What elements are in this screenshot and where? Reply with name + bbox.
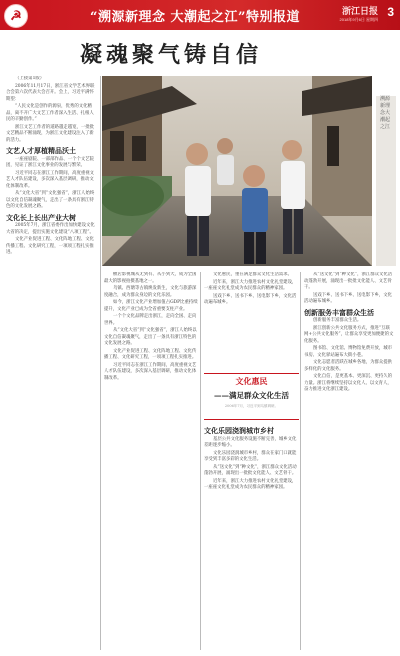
paragraph: 习近平同志在浙江工作期间，高度重视文艺人才队伍建设，多次深入基层调研，推动文化体制改革。 <box>6 170 95 189</box>
paragraph: 如今，浙江文化产业增加值占GDP比重持续提升，文化产业已成为全省重要支柱产业。 <box>104 300 198 312</box>
publication-name: 浙江日报 <box>341 6 378 16</box>
page-headline: 凝魂聚气铸自信 <box>80 42 263 68</box>
article-column-4 <box>304 272 394 650</box>
paragraph: 送戏下乡、送书下乡、送电影下乡，文化活动遍布城乡。 <box>304 292 393 304</box>
paragraph: “人民文化是创作的源泉，优秀的文化精品，离不开广大文艺工作者深入生活、扎根人民的辛勤创作。” <box>6 104 94 122</box>
paragraph: 文化自信，是更基本、更深沉、更持久的力量。浙江将继续坚持以文化人、以文育人，奋力推进文化浙江建设。 <box>304 374 393 392</box>
subhead-industry: 文化长上长出产业大树 <box>6 212 76 222</box>
paragraph: 习近平同志在浙江工作期间，高度重视文艺人才队伍建设，多次深入基层调研，推动文化体制改革。 <box>104 362 197 381</box>
publication-meta: 2018年9月6日 星期四 <box>339 17 378 22</box>
party-emblem-icon: ☭ <box>4 4 28 28</box>
paragraph: 一座座剧院、一部部作品、一个个文艺院团，见证了浙江文化事业的发展与繁荣。 <box>6 156 95 168</box>
article-column-1 <box>6 76 98 650</box>
paragraph: 从“文化大省”到“文化强省”，浙江人始终以文化自信凝魂聚气，走出了一条具有浙江特色的文化发展之路。 <box>6 191 95 209</box>
banner-title: “溯源新理念 大潮起之江”特别报道 <box>90 10 300 25</box>
paragraph: 从“送文化”到“种文化”，浙江群众文化活动蓬勃开展，涌现出一批批文化能人、文艺骨干。 <box>204 464 297 476</box>
box-rule-bottom <box>204 419 299 420</box>
paragraph: 文化乐园浇润城市乡村，群众在家门口就能享受到丰富多彩的文化生活。 <box>204 450 297 462</box>
side-strip-text: 溯源新理念大潮起之江 <box>380 96 391 130</box>
subhead-culture-park: 文化乐园浇润城市乡村 <box>204 426 274 435</box>
paragraph: 送戏下乡、送书下乡、送电影下乡，文化活动遍布城乡。 <box>204 293 297 305</box>
column-rule <box>300 272 301 650</box>
section-box <box>204 374 299 418</box>
section-subtitle: ——满足群众文化生活 <box>214 391 289 400</box>
paragraph: 近年来，浙江大力推进农村文化礼堂建设，一座座文化礼堂成为农民群众的精神家园。 <box>204 279 297 291</box>
news-photo <box>102 76 372 266</box>
article-column-3-top <box>204 272 298 372</box>
paragraph: 文化产业促进工程、文化阵地工程、文化传播工程、文化研究工程，一项项工程扎实推进。 <box>6 237 95 255</box>
paragraph: 图书馆、文化馆、博物馆免费开放，城市书房、文化驿站遍布大街小巷。 <box>304 346 393 358</box>
paragraph: 文化产业促进工程、文化阵地工程、文化传播工程、文化研究工程，一项项工程扎实推进。 <box>104 348 197 360</box>
paragraph: 从“文化大省”到“文化强省”，浙江人始终以文化自信凝魂聚气，走出了一条具有浙江特色的文化发展之路。 <box>104 328 197 346</box>
paragraph: 创新服务丰富群众生活。 <box>313 318 362 323</box>
paragraph: 2005年7月，浙江省委作出加快建设文化大省的决定，提出实施文化建设“八项工程”。 <box>6 223 95 235</box>
section-title: 文化惠民 <box>235 376 268 386</box>
page-number: 3 <box>387 5 394 19</box>
column-rule <box>200 272 201 650</box>
paragraph: 浙江文艺工作者的道路越走越宽，一批批文艺精品不断涌现，为浙江文化建设注入了新的活力。 <box>6 124 95 143</box>
paragraph: 从“送文化”到“种文化”，浙江群众文化活动蓬勃开展，涌现出一批批文化能人、文艺骨干。 <box>304 272 393 290</box>
paragraph: 横店影视城从无到有、从小到大，成为全国最大的影视拍摄基地之一。 <box>104 272 197 284</box>
paragraph: （上接第1版） <box>15 76 45 81</box>
paragraph: 基层公共文化服务设施不断完善，城乡文化差距逐步缩小。 <box>204 436 297 448</box>
paragraph: 一个个文化品牌走出浙江，走向全国、走向世界。 <box>104 314 197 326</box>
column-rule <box>100 76 101 650</box>
section-banner <box>0 0 400 30</box>
article-column-3 <box>204 424 298 650</box>
paragraph: 文化惠民，重在满足群众文化生活需求。 <box>213 272 293 277</box>
subhead-talent: 文艺人才厚植精品沃土 <box>6 146 76 155</box>
paragraph: 文化志愿者活跃在城乡各地，为群众提供多样化的文化服务。 <box>304 360 393 372</box>
paragraph: 乌镇、西塘等古镇焕发新生，文化与旅游深度融合，成为群众身边的文化乐园。 <box>104 286 197 298</box>
photo-caption: 2006年7月，习近平到乌镇调研。 <box>224 404 279 408</box>
paragraph: 近年来，浙江大力推进农村文化礼堂建设，一座座文化礼堂成为农民群众的精神家园。 <box>204 478 297 490</box>
paragraph: 2006年11月17日，浙江省文学艺术界联合会第六次代表大会召开。会上，习近平满怀期望： <box>6 83 95 102</box>
side-strip <box>376 96 396 266</box>
subhead-service: 创新服务丰富群众生活 <box>304 307 374 317</box>
article-column-2 <box>104 272 198 650</box>
paragraph: 浙江创新公共文化服务方式，推进“互联网+公共文化服务”，让群众享受更加便捷的文化服务。 <box>304 325 394 344</box>
